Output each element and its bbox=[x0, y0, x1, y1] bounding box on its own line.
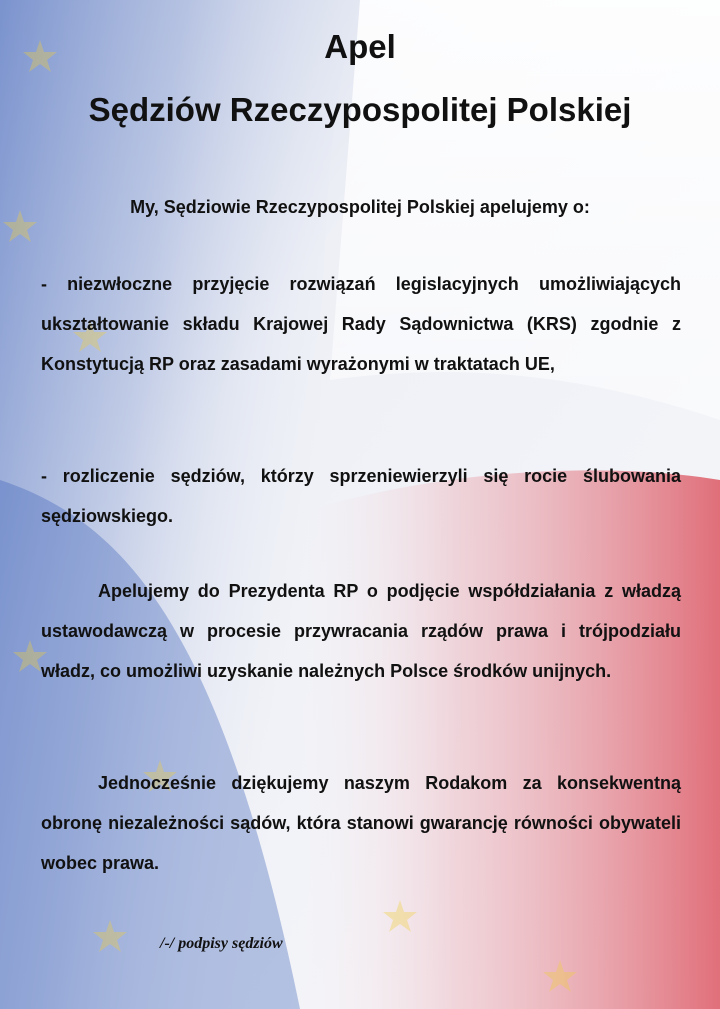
document-subtitle: Sędziów Rzeczypospolitej Polskiej bbox=[88, 91, 632, 128]
demand-paragraph-accountability: - rozliczenie sędziów, którzy sprzeniewierzyli się rocie ślubowania sędziowskiego. bbox=[41, 466, 681, 526]
intro-sentence: My, Sędziowie Rzeczypospolitej Polskiej apelujemy o: bbox=[130, 197, 590, 217]
document-title: Apel bbox=[324, 28, 396, 65]
thanks-paragraph: Jednocześnie dziękujemy naszym Rodakom za konsekwentną obronę niezależności sądów, która stanowi gwarancję równości obywateli wobec prawa. bbox=[41, 773, 681, 873]
signatures-note: /-/ podpisy sędziów bbox=[160, 935, 283, 952]
demand-paragraph-krs: - niezwłoczne przyjęcie rozwiązań legislacyjnych umożliwiających ukształtowanie składu Krajowej Rady Sądownictwa (KRS) zgodnie z Konstytucją RP oraz zasadami wyrażonymi w traktatach UE, bbox=[41, 274, 681, 374]
appeal-to-president-paragraph: Apelujemy do Prezydenta RP o podjęcie współdziałania z władzą ustawodawczą w procesie przywracania rządów prawa i trójpodziału władz, co umożliwi uzyskanie należnych Polsce środków unijnych. bbox=[41, 581, 681, 681]
